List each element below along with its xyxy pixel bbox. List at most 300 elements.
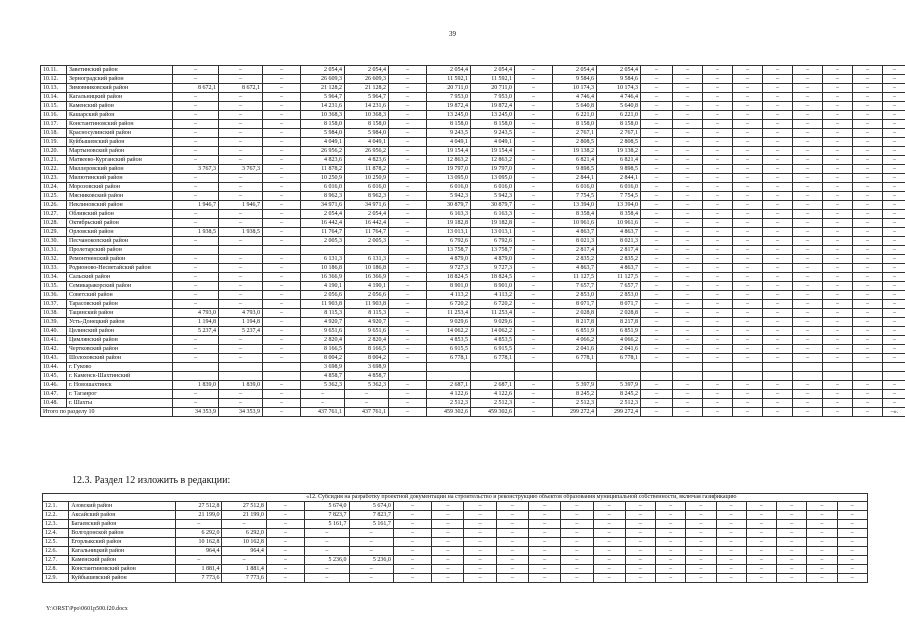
value-cell: –: [763, 165, 793, 174]
table-row: [41, 300, 905, 309]
value-cell: 19 154,4: [427, 147, 471, 156]
value-cell: –: [219, 183, 263, 192]
value-cell: –: [853, 219, 883, 228]
value-cell: [173, 246, 219, 255]
value-cell: 13 013,1: [427, 228, 471, 237]
value-cell: –: [733, 327, 763, 336]
row-number-cell: 10.45.: [41, 372, 67, 381]
row-number-cell: 10.30.: [41, 237, 67, 246]
value-cell: –: [641, 291, 673, 300]
value-cell: –: [263, 399, 301, 408]
district-name-cell: Родионово-Несветайский район: [67, 264, 173, 273]
value-cell: –: [853, 93, 883, 102]
value-cell: –: [823, 408, 853, 417]
value-cell: –: [219, 282, 263, 291]
value-cell: –: [389, 309, 427, 318]
value-cell: –: [883, 309, 905, 318]
value-cell: –: [763, 255, 793, 264]
value-cell: –: [777, 511, 807, 520]
value-cell: –: [263, 219, 301, 228]
value-cell: 26 956,2: [301, 147, 345, 156]
value-cell: 10 250,9: [345, 174, 389, 183]
value-cell: –: [733, 156, 763, 165]
value-cell: 4 863,7: [597, 228, 641, 237]
value-cell: 10 162,8: [176, 538, 222, 547]
value-cell: –: [528, 529, 560, 538]
value-cell: –: [823, 273, 853, 282]
value-cell: –: [515, 120, 553, 129]
value-cell: –: [716, 556, 746, 565]
table-row: [41, 120, 905, 129]
value-cell: –: [515, 165, 553, 174]
value-cell: 6 131,3: [301, 255, 345, 264]
value-cell: –: [641, 318, 673, 327]
value-cell: –: [625, 556, 655, 565]
value-cell: 6 163,3: [471, 210, 515, 219]
value-cell: –: [641, 201, 673, 210]
value-cell: 14 062,2: [427, 327, 471, 336]
row-number-cell: 10.46.: [41, 381, 67, 390]
value-cell: 9 029,6: [471, 318, 515, 327]
value-cell: –: [823, 390, 853, 399]
value-cell: –: [263, 201, 301, 210]
value-cell: –: [853, 111, 883, 120]
value-cell: –: [305, 574, 349, 583]
value-cell: 18 824,5: [471, 273, 515, 282]
value-cell: –: [763, 381, 793, 390]
value-cell: 2 820,4: [345, 336, 389, 345]
value-cell: –: [464, 529, 496, 538]
value-cell: –: [673, 354, 703, 363]
value-cell: 4 049,1: [345, 138, 389, 147]
value-cell: –: [656, 538, 686, 547]
row-number-cell: 10.25.: [41, 192, 67, 201]
value-cell: –: [733, 345, 763, 354]
district-name-cell: г. Новошахтинск: [67, 381, 173, 390]
value-cell: –: [793, 309, 823, 318]
value-cell: –: [515, 300, 553, 309]
value-cell: –: [823, 237, 853, 246]
value-cell: 10 186,8: [301, 264, 345, 273]
value-cell: –: [173, 273, 219, 282]
value-cell: –: [641, 165, 673, 174]
row-number-cell: 10.34.: [41, 273, 67, 282]
district-name-cell: Кагальницкий район: [69, 547, 176, 556]
row-number-cell: 10.35.: [41, 282, 67, 291]
value-cell: –: [823, 228, 853, 237]
value-cell: –: [173, 147, 219, 156]
table-row: [41, 174, 905, 183]
row-number-cell: 10.32.: [41, 255, 67, 264]
value-cell: –: [515, 228, 553, 237]
value-cell: –: [305, 547, 349, 556]
value-cell: 4 793,0: [173, 309, 219, 318]
value-cell: 14 231,6: [301, 102, 345, 111]
value-cell: 2 054,4: [597, 66, 641, 75]
value-cell: 34 971,6: [301, 201, 345, 210]
value-cell: –: [389, 399, 427, 408]
district-name-cell: Аксайский район: [69, 511, 176, 520]
value-cell: –: [883, 156, 905, 165]
value-cell: –: [593, 511, 625, 520]
value-cell: 4 122,6: [427, 390, 471, 399]
value-cell: –: [703, 354, 733, 363]
value-cell: –: [656, 502, 686, 511]
value-cell: –: [263, 255, 301, 264]
district-name-cell: Орловский район: [67, 228, 173, 237]
value-cell: –: [763, 399, 793, 408]
value-cell: –: [793, 174, 823, 183]
value-cell: 4 863,7: [553, 264, 597, 273]
value-cell: –: [793, 138, 823, 147]
table-row: [41, 264, 905, 273]
table-row: [41, 201, 905, 210]
value-cell: –: [173, 93, 219, 102]
value-cell: –: [733, 66, 763, 75]
value-cell: [515, 372, 553, 381]
district-name-cell: Куйбышевский район: [67, 138, 173, 147]
value-cell: –: [793, 273, 823, 282]
value-cell: 1 881,4: [176, 565, 222, 574]
value-cell: –: [219, 291, 263, 300]
value-cell: –: [883, 300, 905, 309]
table-row: [41, 237, 905, 246]
value-cell: –: [746, 556, 776, 565]
value-cell: 2 054,4: [301, 66, 345, 75]
value-cell: –: [733, 228, 763, 237]
value-cell: 21 199,0: [176, 511, 222, 520]
value-cell: –: [763, 93, 793, 102]
value-cell: 2 767,1: [597, 129, 641, 138]
value-cell: –: [733, 282, 763, 291]
value-cell: [263, 246, 301, 255]
value-cell: 2 005,3: [345, 237, 389, 246]
value-cell: –: [793, 84, 823, 93]
value-cell: –: [389, 408, 427, 417]
value-cell: –: [673, 300, 703, 309]
value-cell: –: [763, 183, 793, 192]
value-cell: –: [883, 345, 905, 354]
value-cell: 4 746,4: [553, 93, 597, 102]
value-cell: [173, 363, 219, 372]
value-cell: 16 442,4: [345, 219, 389, 228]
value-cell: –: [496, 529, 528, 538]
value-cell: 4 113,2: [427, 291, 471, 300]
value-cell: –: [703, 84, 733, 93]
value-cell: 13 013,1: [471, 228, 515, 237]
value-cell: –: [853, 282, 883, 291]
value-cell: 4 049,1: [301, 138, 345, 147]
value-cell: –: [393, 538, 431, 547]
value-cell: –: [219, 354, 263, 363]
value-cell: –: [703, 291, 733, 300]
value-cell: 13 394,0: [553, 201, 597, 210]
row-number-cell: 10.20.: [41, 147, 67, 156]
value-cell: –: [266, 538, 304, 547]
value-cell: –: [733, 111, 763, 120]
value-cell: 7 823,7: [349, 511, 393, 520]
value-cell: –: [763, 318, 793, 327]
value-cell: –: [389, 255, 427, 264]
value-cell: 2 054,4: [345, 210, 389, 219]
table-row: [41, 192, 905, 201]
value-cell: –: [173, 66, 219, 75]
value-cell: –: [656, 556, 686, 565]
value-cell: 21 199,0: [222, 511, 266, 520]
table-row: [41, 228, 905, 237]
value-cell: –: [263, 147, 301, 156]
value-cell: –: [515, 381, 553, 390]
value-cell: –: [716, 511, 746, 520]
value-cell: –: [641, 174, 673, 183]
value-cell: –: [349, 538, 393, 547]
district-name-cell: Усть-Донецкий район: [67, 318, 173, 327]
row-number-cell: 10.21.: [41, 156, 67, 165]
value-cell: 2 844,1: [553, 174, 597, 183]
value-cell: [389, 363, 427, 372]
value-cell: 8 158,0: [345, 120, 389, 129]
value-cell: –: [793, 345, 823, 354]
value-cell: [763, 372, 793, 381]
section-12-table: [42, 493, 868, 583]
value-cell: –: [515, 273, 553, 282]
value-cell: –: [763, 309, 793, 318]
value-cell: 3 698,9: [345, 363, 389, 372]
value-cell: –: [263, 237, 301, 246]
value-cell: –: [777, 529, 807, 538]
value-cell: 26 609,3: [345, 75, 389, 84]
value-cell: 2 028,8: [553, 309, 597, 318]
value-cell: –: [793, 156, 823, 165]
value-cell: –: [763, 84, 793, 93]
value-cell: 2 512,3: [597, 399, 641, 408]
value-cell: –: [219, 390, 263, 399]
value-cell: –: [389, 111, 427, 120]
value-cell: –: [173, 183, 219, 192]
value-cell: –: [793, 300, 823, 309]
value-cell: 5 640,8: [553, 102, 597, 111]
value-cell: 2 687,1: [471, 381, 515, 390]
value-cell: 5 161,7: [305, 520, 349, 529]
value-cell: –: [673, 147, 703, 156]
value-cell: 4 879,0: [471, 255, 515, 264]
value-cell: –: [389, 165, 427, 174]
row-number-cell: 10.37.: [41, 300, 67, 309]
value-cell: –: [673, 210, 703, 219]
value-cell: –: [561, 565, 593, 574]
value-cell: 8 004,2: [345, 354, 389, 363]
value-cell: [263, 372, 301, 381]
value-cell: 1 946,7: [173, 201, 219, 210]
value-cell: 14 062,2: [471, 327, 515, 336]
value-cell: –: [793, 336, 823, 345]
value-cell: –: [656, 565, 686, 574]
value-cell: 2 512,3: [553, 399, 597, 408]
value-cell: [823, 372, 853, 381]
value-cell: –: [496, 547, 528, 556]
value-cell: 16 366,9: [345, 273, 389, 282]
value-cell: –: [703, 210, 733, 219]
value-cell: –: [703, 264, 733, 273]
value-cell: –: [823, 246, 853, 255]
value-cell: –: [464, 547, 496, 556]
page-number: 39: [449, 30, 456, 38]
value-cell: [219, 372, 263, 381]
row-number-cell: 12.4.: [43, 529, 69, 538]
value-cell: –: [528, 538, 560, 547]
value-cell: 26 609,3: [301, 75, 345, 84]
value-cell: –: [807, 502, 837, 511]
value-cell: –: [823, 264, 853, 273]
value-cell: –: [673, 399, 703, 408]
value-cell: –: [561, 556, 593, 565]
value-cell: –: [823, 282, 853, 291]
value-cell: 8 217,8: [597, 318, 641, 327]
row-number-cell: 10.36.: [41, 291, 67, 300]
value-cell: –: [561, 511, 593, 520]
value-cell: 11 592,1: [427, 75, 471, 84]
value-cell: –: [823, 192, 853, 201]
value-cell: –: [673, 192, 703, 201]
district-name-cell: Сальский район: [67, 273, 173, 282]
value-cell: –: [763, 66, 793, 75]
value-cell: –: [686, 574, 716, 583]
row-number-cell: 10.43.: [41, 354, 67, 363]
value-cell: –: [703, 102, 733, 111]
value-cell: 6 163,3: [427, 210, 471, 219]
section-heading: 12.3. Раздел 12 изложить в редакции:: [72, 475, 231, 486]
value-cell: –: [763, 273, 793, 282]
value-cell: –: [515, 156, 553, 165]
district-name-cell: Семикаракорский район: [67, 282, 173, 291]
district-name-cell: Советский район: [67, 291, 173, 300]
value-cell: 4 823,6: [301, 156, 345, 165]
table-row: [43, 547, 868, 556]
value-cell: –: [763, 345, 793, 354]
value-cell: 34 353,9: [219, 408, 263, 417]
value-cell: 8 071,7: [597, 300, 641, 309]
value-cell: 9 898,5: [597, 165, 641, 174]
value-cell: –: [823, 300, 853, 309]
value-cell: 4 853,5: [471, 336, 515, 345]
value-cell: –: [673, 228, 703, 237]
value-cell: –: [515, 102, 553, 111]
value-cell: –: [219, 138, 263, 147]
value-cell: –: [173, 354, 219, 363]
value-cell: –: [853, 75, 883, 84]
value-cell: –: [853, 129, 883, 138]
value-cell: –: [389, 210, 427, 219]
value-cell: –: [733, 237, 763, 246]
value-cell: –: [673, 165, 703, 174]
value-cell: –: [703, 156, 733, 165]
district-name-cell: г. Шахты: [67, 399, 173, 408]
value-cell: –: [263, 66, 301, 75]
row-number-cell: 10.23.: [41, 174, 67, 183]
value-cell: 1 881,4: [222, 565, 266, 574]
value-cell: –: [703, 246, 733, 255]
value-cell: –: [515, 75, 553, 84]
value-cell: 4 863,7: [597, 264, 641, 273]
value-cell: –: [823, 210, 853, 219]
value-cell: 7 657,7: [597, 282, 641, 291]
table-row: [41, 246, 905, 255]
value-cell: –: [515, 129, 553, 138]
table-row: [41, 363, 905, 372]
value-cell: –: [837, 502, 867, 511]
value-cell: –: [763, 291, 793, 300]
value-cell: –: [763, 75, 793, 84]
value-cell: 10 162,8: [222, 538, 266, 547]
value-cell: –: [733, 309, 763, 318]
district-name-cell: Каменский район: [67, 102, 173, 111]
value-cell: –: [389, 219, 427, 228]
row-number-cell: 10.22.: [41, 165, 67, 174]
district-name-cell: Мартыновский район: [67, 147, 173, 156]
value-cell: –: [686, 556, 716, 565]
value-cell: –: [263, 264, 301, 273]
value-cell: –: [733, 408, 763, 417]
value-cell: –: [515, 408, 553, 417]
value-cell: [173, 372, 219, 381]
value-cell: –: [793, 102, 823, 111]
value-cell: –: [763, 201, 793, 210]
district-name-cell: Цимлянский район: [67, 336, 173, 345]
value-cell: –: [686, 565, 716, 574]
table-row: [41, 408, 905, 417]
value-cell: –: [432, 565, 464, 574]
value-cell: –: [515, 264, 553, 273]
value-cell: [733, 363, 763, 372]
value-cell: 2 054,4: [345, 66, 389, 75]
value-cell: 9 584,6: [597, 75, 641, 84]
value-cell: –: [173, 282, 219, 291]
value-cell: 9 727,3: [471, 264, 515, 273]
value-cell: –: [349, 529, 393, 538]
value-cell: –: [673, 336, 703, 345]
value-cell: 2 767,1: [553, 129, 597, 138]
value-cell: –: [807, 547, 837, 556]
value-cell: –: [389, 129, 427, 138]
value-cell: –: [625, 529, 655, 538]
value-cell: –: [673, 309, 703, 318]
value-cell: –: [266, 547, 304, 556]
value-cell: 4 879,0: [427, 255, 471, 264]
value-cell: –: [641, 399, 673, 408]
value-cell: –: [853, 183, 883, 192]
value-cell: –: [515, 399, 553, 408]
value-cell: –: [515, 318, 553, 327]
value-cell: –: [823, 291, 853, 300]
value-cell: –: [656, 574, 686, 583]
value-cell: –: [515, 183, 553, 192]
value-cell: –: [703, 174, 733, 183]
value-cell: –: [393, 565, 431, 574]
table-row: [41, 111, 905, 120]
value-cell: –: [853, 192, 883, 201]
value-cell: –: [263, 84, 301, 93]
table-row: [43, 520, 868, 529]
value-cell: –: [823, 381, 853, 390]
value-cell: –: [763, 246, 793, 255]
value-cell: –: [837, 565, 867, 574]
value-cell: –: [703, 192, 733, 201]
value-cell: 6 221,0: [553, 111, 597, 120]
value-cell: –: [496, 574, 528, 583]
value-cell: 6 016,0: [471, 183, 515, 192]
value-cell: –: [263, 138, 301, 147]
district-name-cell: Мясниковский район: [67, 192, 173, 201]
